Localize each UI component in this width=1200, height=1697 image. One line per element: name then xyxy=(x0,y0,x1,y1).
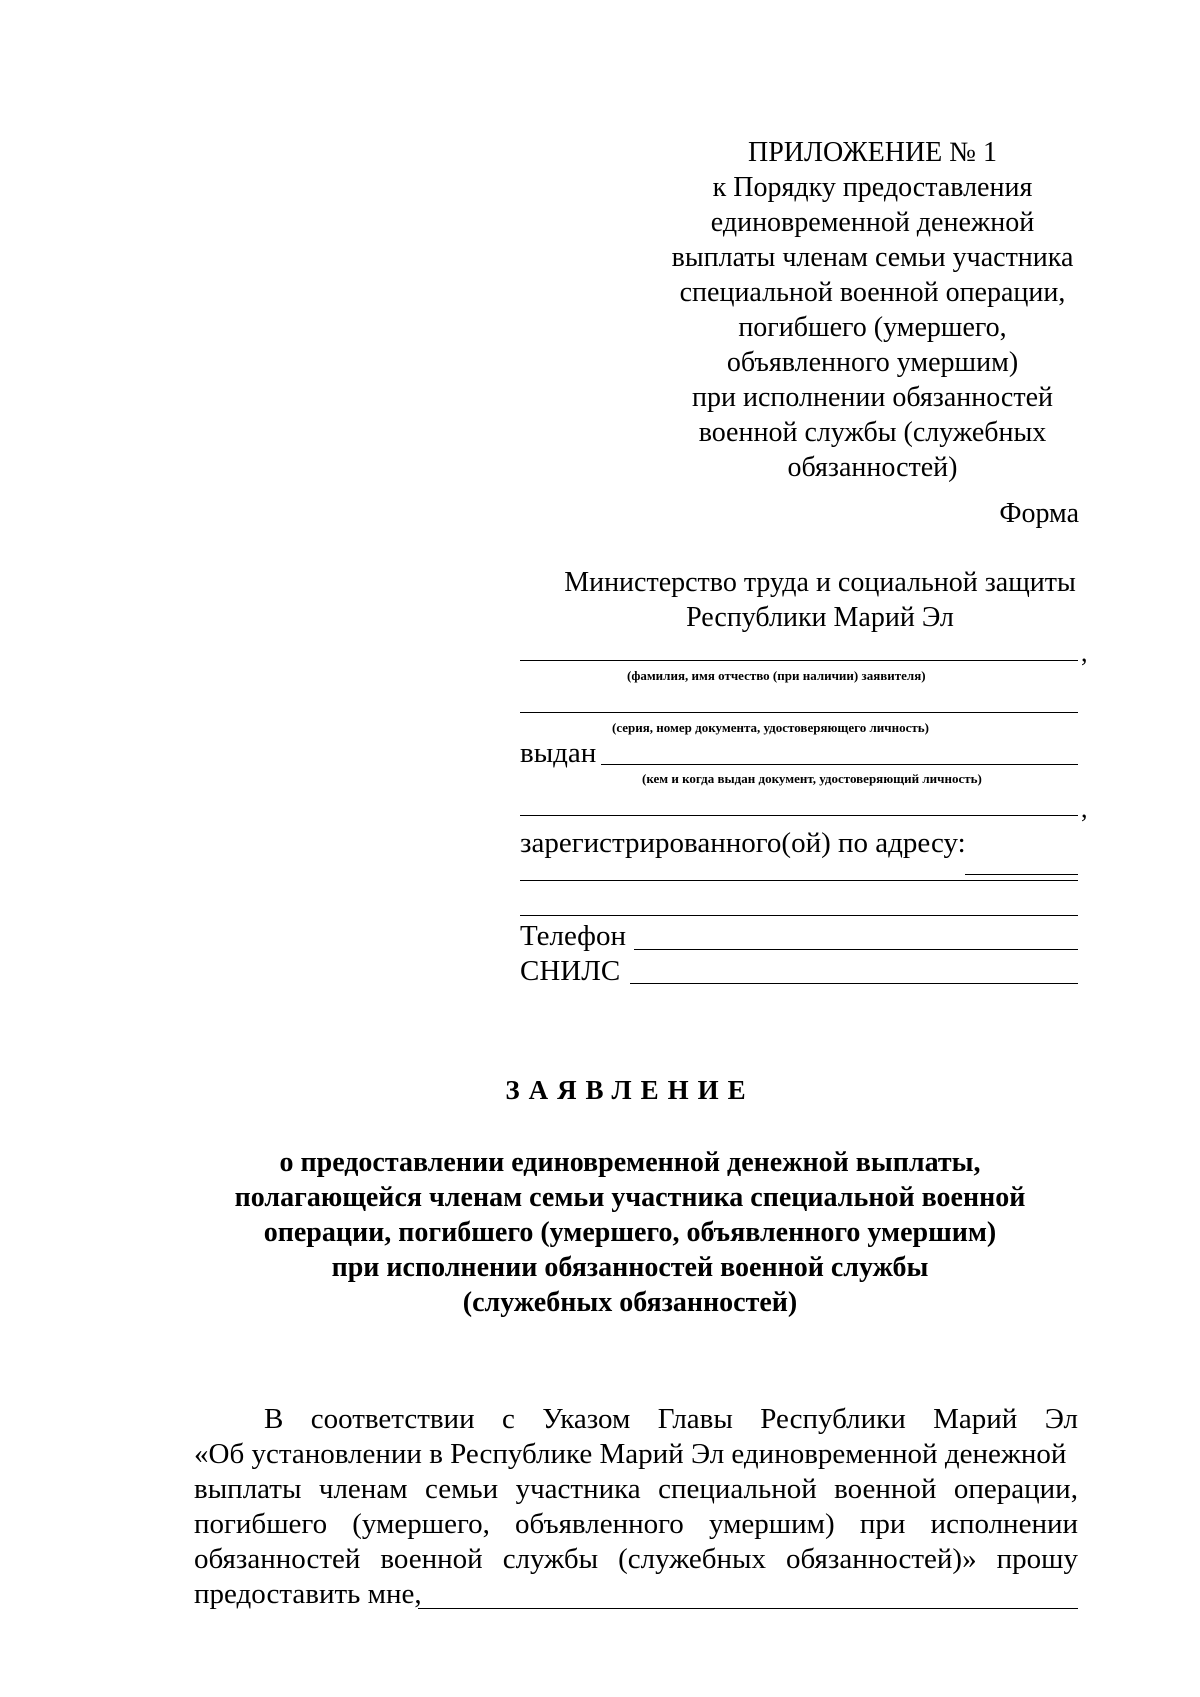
addressee-line: Республики Марий Эл xyxy=(686,602,954,633)
issued-comma: , xyxy=(1081,794,1088,823)
addressee-line: Министерство труда и социальной защиты xyxy=(564,567,1076,598)
body-line-5: обязанностей военной службы (служебных обязанностей)» прошу xyxy=(194,1543,1078,1575)
body-line-3: выплаты членам семьи участника специальной военной операции, xyxy=(194,1473,1078,1505)
address-field-line[interactable] xyxy=(965,874,1078,875)
appendix-line: ПРИЛОЖЕНИЕ № 1 xyxy=(748,137,997,168)
address-line-2[interactable] xyxy=(520,880,1078,881)
appendix-line: выплаты членам семьи участника xyxy=(671,242,1074,273)
appendix-line: обязанностей) xyxy=(787,452,958,483)
appendix-line: единовременной денежной xyxy=(710,207,1035,238)
fio-hint: (фамилия, имя отчество (при наличии) заявителя) xyxy=(627,668,926,683)
document-field-line[interactable] xyxy=(520,712,1078,713)
statement-title: ЗАЯВЛЕНИЕ xyxy=(505,1075,755,1105)
statement-subtitle xyxy=(200,1145,1060,1320)
subtitle-line: полагающейся членам семьи участника специальной военной xyxy=(234,1182,1026,1213)
appendix-line: к Порядку предоставления xyxy=(712,172,1033,203)
appendix-line: объявленного умершим) xyxy=(726,347,1019,378)
appendix-line: при исполнении обязанностей xyxy=(692,382,1053,413)
snils-label: СНИЛС xyxy=(520,955,621,987)
fio-field-line[interactable] xyxy=(520,660,1078,661)
issued-field-line[interactable] xyxy=(601,764,1078,765)
appendix-header xyxy=(620,135,1125,485)
appendix-line: специальной военной операции, xyxy=(679,277,1066,308)
address-label: зарегистрированного(ой) по адресу: xyxy=(520,827,966,859)
subtitle-line: операции, погибшего (умершего, объявленного умершим) xyxy=(263,1217,997,1248)
phone-label: Телефон xyxy=(520,920,626,952)
document-hint: (серия, номер документа, удостоверяющего личность) xyxy=(612,720,929,735)
recipient-field-line[interactable] xyxy=(418,1608,1078,1609)
snils-field-line[interactable] xyxy=(630,983,1078,984)
subtitle-line: при исполнении обязанностей военной службы xyxy=(331,1252,929,1283)
issued-hint: (кем и когда выдан документ, удостоверяющий личность) xyxy=(642,771,982,786)
issued-label: выдан xyxy=(520,737,597,769)
appendix-line: погибшего (умершего, xyxy=(738,312,1007,343)
body-line-1: В соответствии с Указом Главы Республики Марий Эл xyxy=(264,1403,1078,1435)
phone-field-line[interactable] xyxy=(634,949,1078,950)
subtitle-line: (служебных обязанностей) xyxy=(462,1287,798,1318)
issued-continuation-line[interactable] xyxy=(520,815,1078,816)
addressee-block xyxy=(520,565,1120,635)
body-line-2: «Об установлении в Республике Марий Эл единовременной денежной xyxy=(194,1438,1067,1470)
subtitle-line: о предоставлении единовременной денежной выплаты, xyxy=(279,1147,981,1178)
body-line-4: погибшего (умершего, объявленного умершим) при исполнении xyxy=(194,1508,1078,1540)
form-label: Форма xyxy=(999,498,1079,529)
body-line-6: предоставить мне, xyxy=(194,1578,422,1610)
appendix-line: военной службы (служебных xyxy=(698,417,1047,448)
address-line-3[interactable] xyxy=(520,915,1078,916)
fio-comma: , xyxy=(1081,638,1088,667)
